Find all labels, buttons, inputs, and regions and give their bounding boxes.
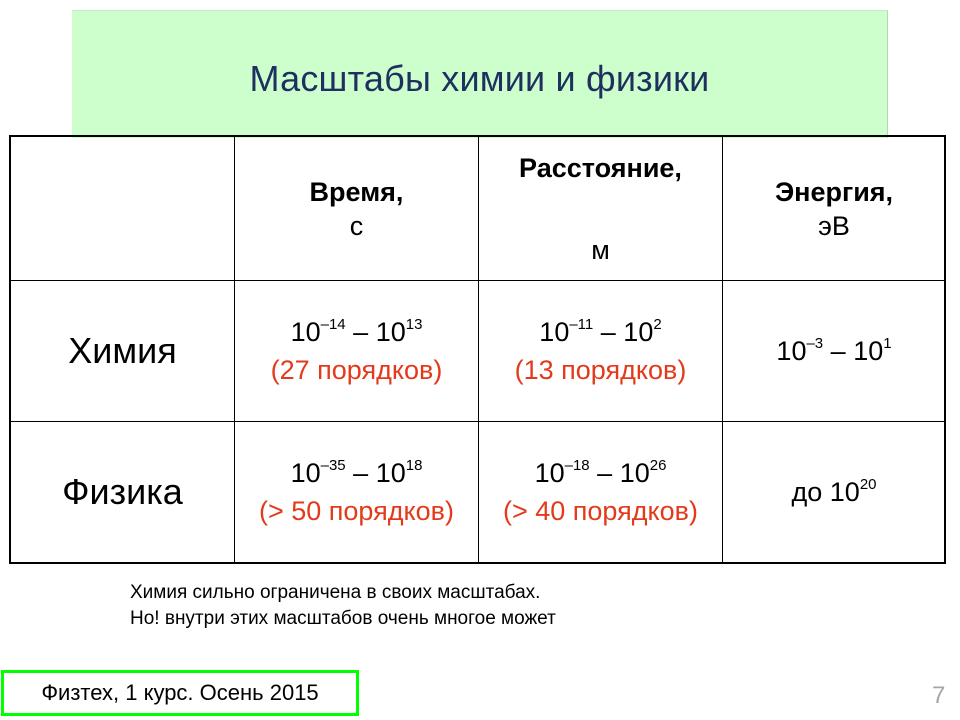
header-time bbox=[235, 137, 479, 281]
physics-distance-range: $10^{-18} - 10^{26}$ bbox=[534, 457, 667, 488]
chemistry-time-range: $10^{-14} - 10^{13}$ bbox=[290, 316, 423, 347]
physics-energy-range: до $10^{20}$ bbox=[791, 476, 877, 507]
physics-time-range: $10^{-35} - 10^{18}$ bbox=[290, 457, 423, 488]
chemistry-distance-range: $10^{-11} - 10^2$ bbox=[539, 316, 662, 347]
scales-table bbox=[10, 136, 946, 563]
chemistry-energy-range: $10^{-3} - 10^1$ bbox=[776, 335, 892, 366]
corner-cell bbox=[11, 137, 235, 281]
chemistry-distance-cell bbox=[479, 281, 723, 422]
header-time-name: Время, bbox=[309, 176, 404, 207]
page-number: 7 bbox=[932, 682, 946, 709]
title-box bbox=[72, 10, 888, 138]
physics-distance-cell bbox=[479, 422, 723, 563]
physics-energy-cell bbox=[723, 422, 946, 563]
header-energy bbox=[723, 137, 946, 281]
chemistry-distance-note: (13 порядков) bbox=[514, 355, 687, 385]
chemistry-time-cell bbox=[235, 281, 479, 422]
header-energy-unit: эВ bbox=[818, 210, 850, 241]
header-distance-unit: м bbox=[591, 235, 610, 265]
footnote bbox=[130, 580, 556, 632]
header-time-unit: с bbox=[349, 210, 364, 241]
table-row-physics bbox=[11, 422, 946, 563]
header-distance-name: Расстояние, bbox=[519, 153, 682, 183]
header-row bbox=[11, 137, 946, 281]
footnote-line-2: Но! внутри этих масштабов очень многое может bbox=[130, 608, 556, 629]
chemistry-energy-cell bbox=[723, 281, 946, 422]
footnote-line-1: Химия сильно ограничена в своих масштабах. bbox=[130, 582, 541, 603]
row-label-chemistry: Химия bbox=[11, 281, 235, 422]
slide-title: Масштабы химии и физики bbox=[249, 57, 710, 99]
header-distance bbox=[479, 137, 723, 281]
table-row-chemistry bbox=[11, 281, 946, 422]
physics-time-cell bbox=[235, 422, 479, 563]
physics-time-note: (> 50 порядков) bbox=[259, 496, 454, 526]
header-energy-name: Энергия, bbox=[774, 176, 894, 207]
footer-label-box bbox=[1, 670, 359, 716]
physics-distance-note: (> 40 порядков) bbox=[503, 496, 698, 526]
row-label-physics: Физика bbox=[11, 422, 235, 563]
chemistry-time-note: (27 порядков) bbox=[270, 355, 443, 385]
footer-label: Физтех, 1 курс. Осень 2015 bbox=[41, 680, 319, 705]
